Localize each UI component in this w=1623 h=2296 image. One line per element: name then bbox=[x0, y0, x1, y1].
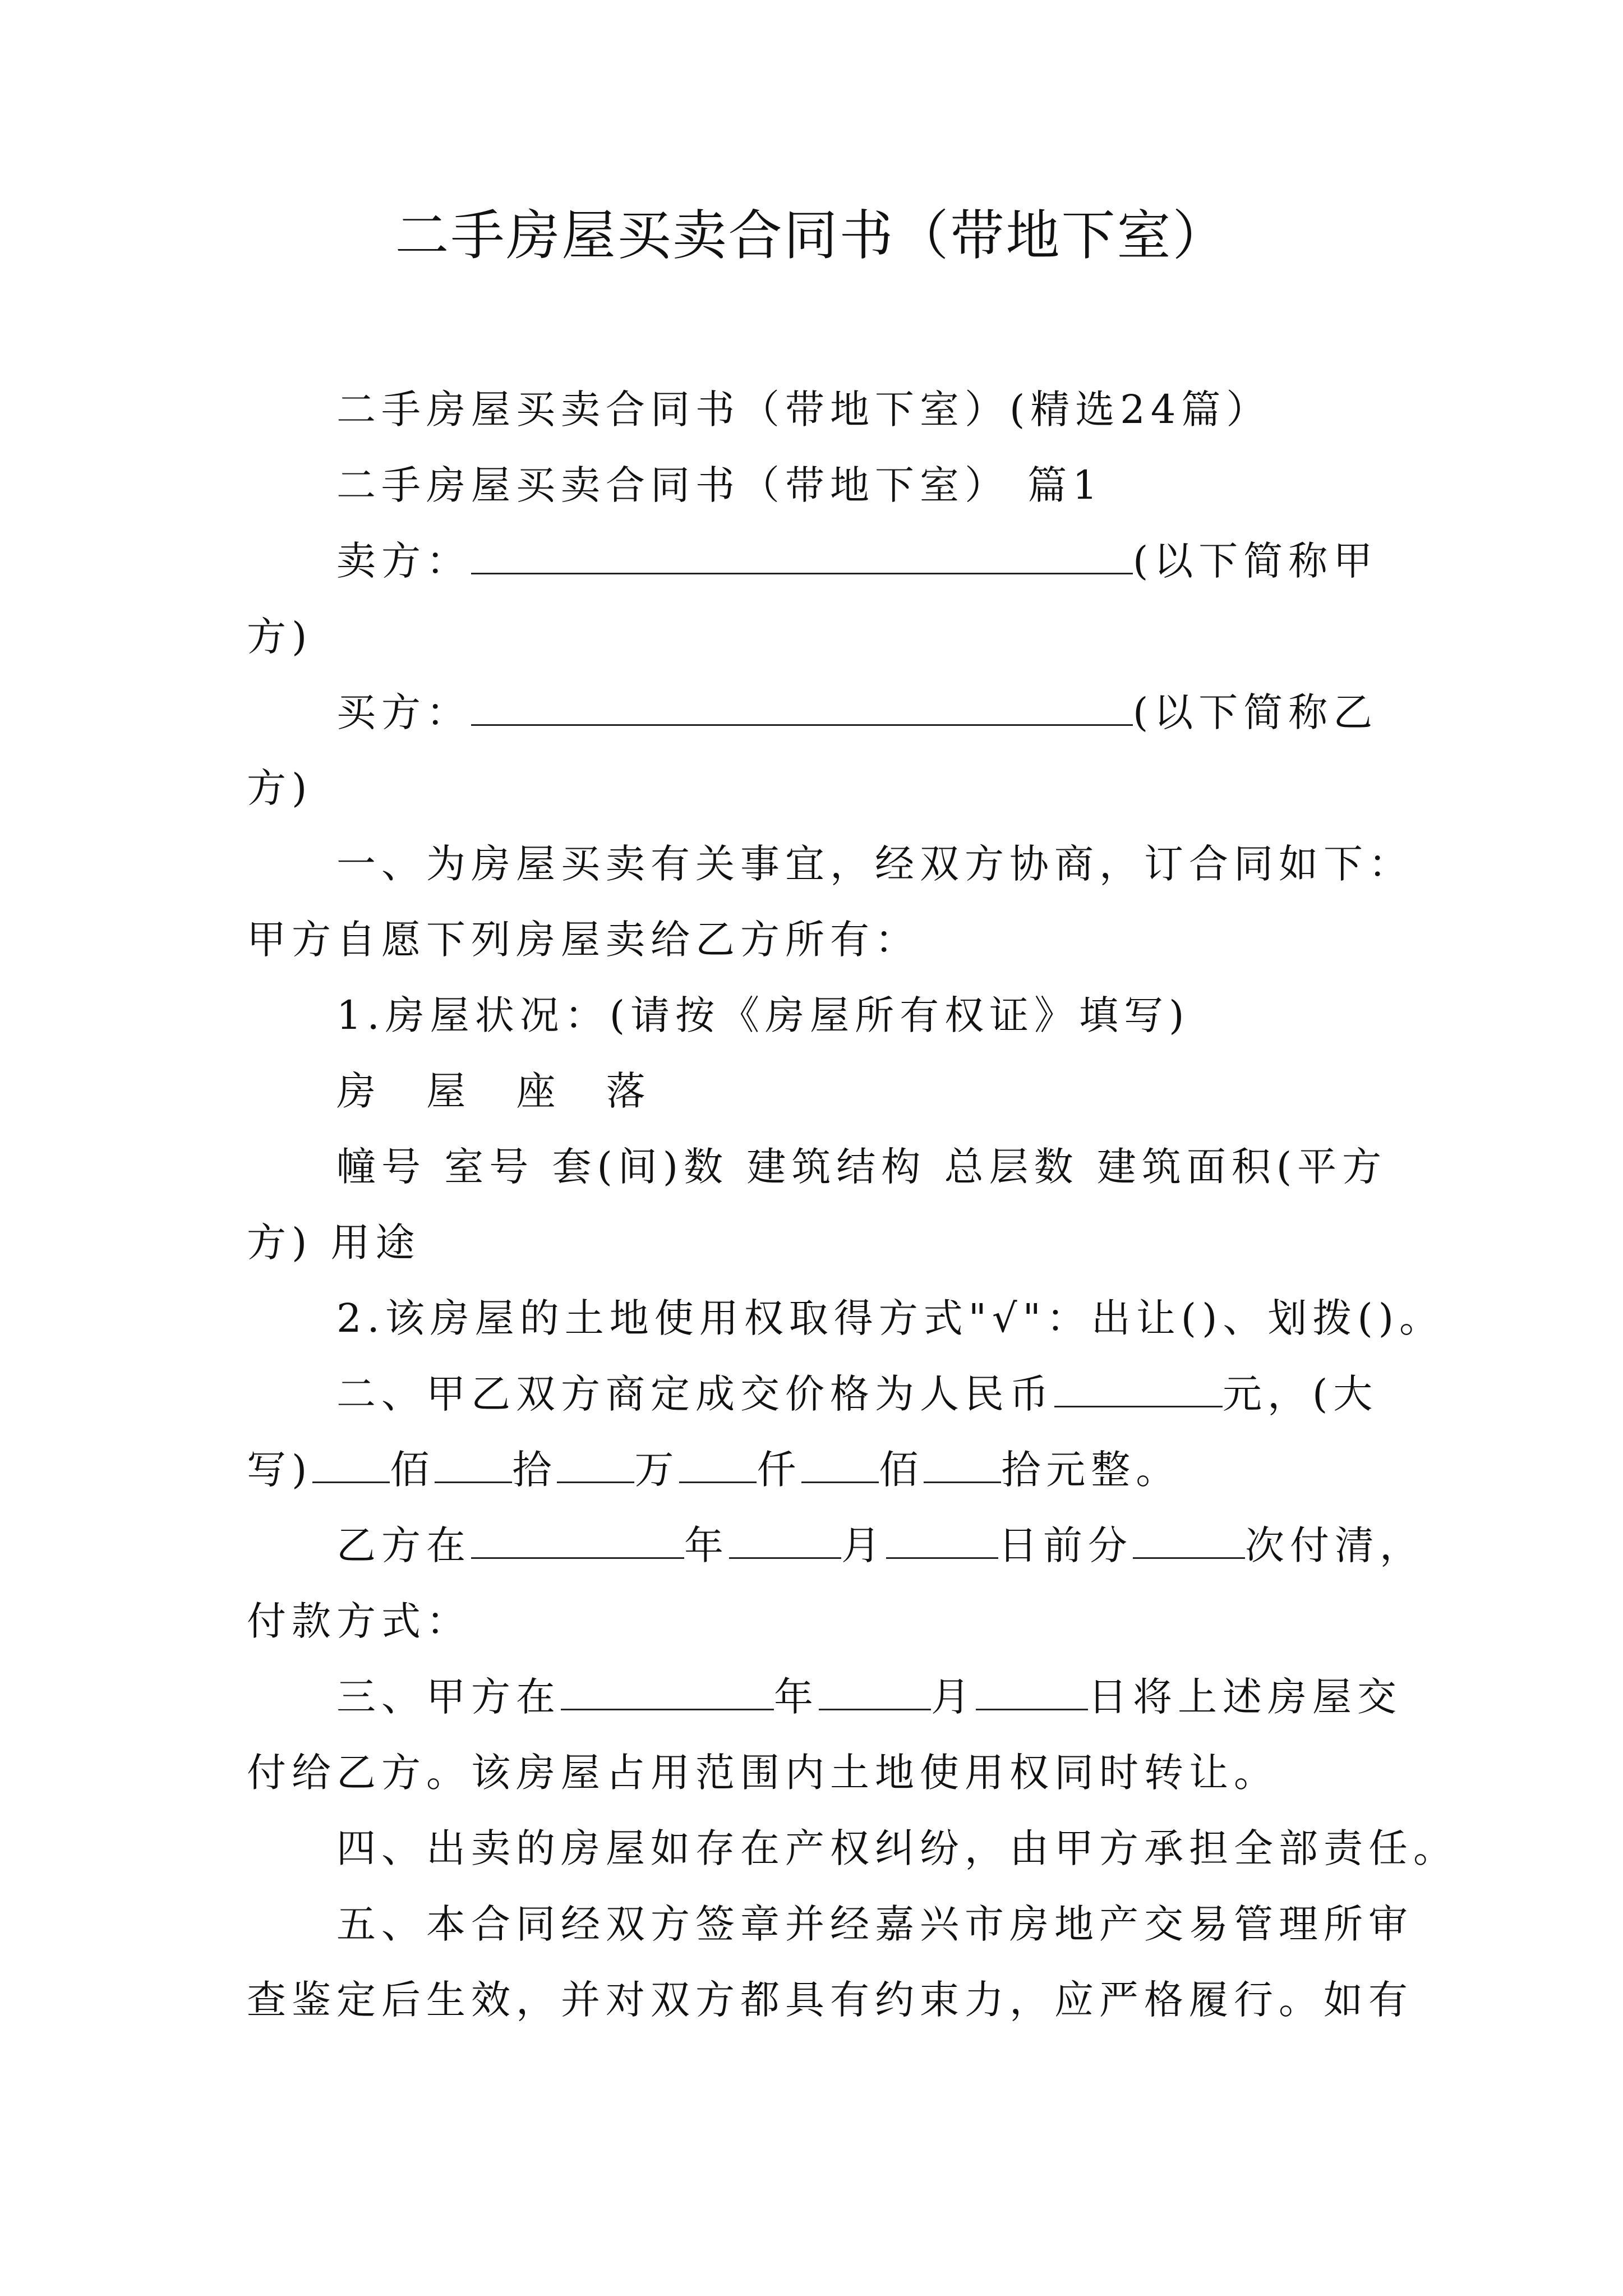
seller-suffix: (以下简称甲 bbox=[1133, 538, 1378, 584]
payment-times: 次付清， bbox=[1245, 1522, 1424, 1568]
payment-line1 bbox=[336, 1517, 1436, 1573]
clause3-start: 三、甲方在 bbox=[336, 1674, 561, 1720]
unit-shi: 拾 bbox=[512, 1447, 557, 1493]
clause2-text: 二、甲乙双方商定成交价格为人民币 bbox=[336, 1371, 1054, 1417]
payment-month-blank bbox=[729, 1522, 841, 1559]
unit-bai2: 佰 bbox=[879, 1447, 924, 1493]
item1-line: 1.房屋状况：(请按《房屋所有权证》填写) bbox=[336, 992, 1190, 1038]
seller-blank bbox=[471, 538, 1133, 574]
clause3-year: 年 bbox=[774, 1674, 819, 1720]
columns-line2: 方) 用途 bbox=[247, 1220, 421, 1266]
blank-bai2 bbox=[801, 1447, 879, 1483]
blank-shi2 bbox=[924, 1447, 1001, 1483]
clause5-line2: 查鉴定后生效，并对双方都具有约束力，应严格履行。如有 bbox=[247, 1977, 1413, 2023]
seller-suffix-cont: 方) bbox=[247, 614, 313, 660]
payment-start: 乙方在 bbox=[336, 1522, 471, 1568]
seller-line bbox=[336, 533, 1436, 589]
payment-month: 月 bbox=[841, 1522, 886, 1568]
buyer-suffix: (以下简称乙 bbox=[1133, 689, 1378, 735]
location-label: 房 屋 座 落 bbox=[336, 1068, 665, 1114]
unit-qian: 仟 bbox=[757, 1447, 802, 1493]
buyer-blank bbox=[471, 689, 1133, 726]
payment-day-blank bbox=[886, 1522, 998, 1559]
unit-bai: 佰 bbox=[390, 1447, 435, 1493]
payment-year-blank bbox=[471, 1522, 684, 1559]
clause5-line1: 五、本合同经双方签章并经嘉兴市房地产交易管理所审 bbox=[336, 1901, 1413, 1947]
blank-wan bbox=[557, 1447, 634, 1483]
blank-shi bbox=[435, 1447, 512, 1483]
clause2-xie: 写) bbox=[247, 1447, 313, 1493]
seller-label: 卖方： bbox=[336, 538, 471, 584]
clause3-line2: 付给乙方。该房屋占用范围内土地使用权同时转让。 bbox=[247, 1750, 1279, 1796]
clause3-day-blank bbox=[976, 1674, 1088, 1710]
document-title: 二手房屋买卖合同书（带地下室） bbox=[395, 204, 1228, 267]
clause1-line1: 一、为房屋买卖有关事宜，经双方协商，订合同如下： bbox=[336, 841, 1413, 887]
columns-line1: 幢号 室号 套(间)数 建筑结构 总层数 建筑面积(平方 bbox=[336, 1144, 1387, 1190]
clause3-year-blank bbox=[561, 1674, 774, 1710]
section-heading: 二手房屋买卖合同书（带地下室） 篇1 bbox=[336, 462, 1103, 508]
clause3-month: 月 bbox=[931, 1674, 976, 1720]
payment-day: 日前分 bbox=[998, 1522, 1133, 1568]
item2-line: 2.该房屋的土地使用权取得方式"√"：出让()、划拨()。 bbox=[336, 1295, 1445, 1341]
unit-wan: 万 bbox=[634, 1447, 680, 1493]
blank-qian bbox=[679, 1447, 757, 1483]
payment-line2: 付款方式： bbox=[247, 1598, 471, 1644]
subtitle: 二手房屋买卖合同书（带地下室）(精选24篇） bbox=[336, 386, 1271, 432]
buyer-suffix-cont: 方) bbox=[247, 765, 313, 811]
clause2-line2 bbox=[247, 1442, 1424, 1498]
payment-year: 年 bbox=[684, 1522, 729, 1568]
clause2-line1 bbox=[336, 1366, 1436, 1422]
clause3-day: 日将上述房屋交 bbox=[1088, 1674, 1402, 1720]
buyer-line bbox=[336, 684, 1436, 740]
unit-shi-yuan: 拾元整。 bbox=[1001, 1447, 1181, 1493]
buyer-label: 买方： bbox=[336, 689, 471, 735]
clause3-month-blank bbox=[819, 1674, 931, 1710]
clause4-line: 四、出卖的房屋如存在产权纠纷，由甲方承担全部责任。 bbox=[336, 1825, 1458, 1871]
clause2-end: 元，(大 bbox=[1223, 1371, 1378, 1417]
price-blank bbox=[1054, 1371, 1223, 1407]
clause3-line1 bbox=[336, 1669, 1436, 1725]
clause1-line2: 甲方自愿下列房屋卖给乙方所有： bbox=[247, 917, 920, 963]
payment-times-blank bbox=[1133, 1522, 1245, 1559]
blank-bai bbox=[312, 1447, 390, 1483]
